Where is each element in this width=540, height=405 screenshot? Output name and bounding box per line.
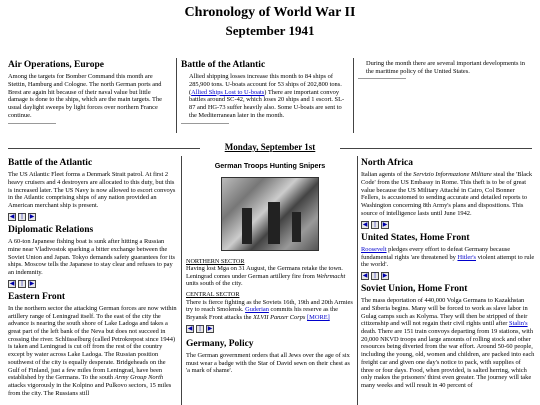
divider xyxy=(176,58,177,133)
section-heading: North Africa xyxy=(361,158,413,168)
divider xyxy=(357,156,358,405)
day-heading: Monday, September 1st xyxy=(200,142,340,153)
month-title: September 1941 xyxy=(225,23,315,38)
top-col-atlantic xyxy=(181,60,349,135)
separator-icon: | xyxy=(371,272,379,280)
section-heading: Diplomatic Relations xyxy=(8,224,94,235)
stalin-link[interactable]: Stalin's xyxy=(509,320,528,328)
separator-icon: | xyxy=(196,325,204,333)
section-body: The US Atlantic Fleet forms a Denmark Strait patrol. At first 2 heavy cruisers and 4 destroyers are allocated to this duty, but this is increased later. The US Navy is now allowed to escort convoys in the Atlantic comprising ships of any nation provided an American merchant ship is present. xyxy=(8,171,176,210)
next-arrow-icon[interactable]: ▶ xyxy=(207,324,213,332)
section-heading: Eastern Front xyxy=(8,291,66,302)
nav-controls xyxy=(361,221,535,229)
section-body: There is fierce fighting as the Soviets 16th, 19th and 20th Armies try to reach Smolensk. Guderian commits his reserve as the Bryansk Front attacks the XLVII Panzer Corps [MORE] xyxy=(186,298,353,321)
next-arrow-icon[interactable]: ▶ xyxy=(29,212,35,220)
divider xyxy=(181,156,182,405)
northern-sector-label: NORTHERN SECTOR xyxy=(186,257,245,265)
top-col-maritime xyxy=(358,60,534,135)
divider xyxy=(181,123,229,124)
section-heading: United States, Home Front xyxy=(361,232,470,243)
section-body: The German government orders that all Jews over the age of six must wear a badge with the Star of David sewn on their chest as 'a mark of shame'. xyxy=(186,352,350,375)
nav-controls xyxy=(361,272,535,280)
prev-arrow-icon[interactable]: ◀ xyxy=(9,212,15,220)
section-heading: Air Operations, Europe xyxy=(8,60,104,70)
guderian-link[interactable]: Guderian xyxy=(245,306,269,314)
top-col-air-operations xyxy=(8,60,172,135)
separator-icon: | xyxy=(371,221,379,229)
allied-ships-link[interactable]: Allied Ships Lost to U-boats xyxy=(191,88,265,96)
nav-controls xyxy=(186,325,354,333)
prev-arrow-icon[interactable]: ◀ xyxy=(362,271,368,279)
left-column xyxy=(8,158,178,405)
divider xyxy=(353,58,354,133)
next-arrow-icon[interactable]: ▶ xyxy=(382,220,388,228)
divider xyxy=(358,78,406,79)
section-body: Having lost Mga on 31 August, the Germans retake the town. Leningrad comes under German artillery fire from Wehrmacht units south of the city. xyxy=(186,265,346,288)
hitler-link[interactable]: Hitler's xyxy=(457,253,476,261)
central-sector-label: CENTRAL SECTOR xyxy=(186,291,240,299)
separator-icon: | xyxy=(18,213,26,221)
section-body: Roosevelt pledges every effort to defeat Germany because fundamental rights 'are threatened by Hitler's violent attempt to rule the world'. xyxy=(361,245,535,269)
next-arrow-icon[interactable]: ▶ xyxy=(382,271,388,279)
right-column xyxy=(361,158,535,405)
section-heading: Battle of the Atlantic xyxy=(181,60,266,70)
more-link[interactable]: [MORE] xyxy=(307,313,330,321)
section-body: In the northern sector the attacking German forces are now within artillery range of Leningrad itself. To the east of the city the advance is nearing the south shore of Lake Ladoga and takes a great part of the left bank of the Neva but does not succeed in crossing the river. Schlüsselburg (called Petrokrepost since 1944) is taken and Leningrad is cut off from the rest of the country except by water across Lake Ladoga. The Russian position southwest of the city is equally desperate. Bridgeheads on the Gulf of Finland, just a few miles from Leningrad, have been established by the Germans. To the south Army Group North attacks vigorously in the Kolpino and Pulkovo sectors, 15 miles from the city. The Russians still xyxy=(8,305,177,397)
photo-title: German Troops Hunting Snipers xyxy=(214,161,326,170)
roosevelt-link[interactable]: Roosevelt xyxy=(361,245,387,253)
list-item: • During the month there are several important developments in the maritime policy of the United States. xyxy=(366,60,534,75)
nav-controls xyxy=(8,213,178,221)
divider xyxy=(8,123,56,124)
section-heading: Soviet Union, Home Front xyxy=(361,283,468,294)
section-body: Among the targets for Bomber Command this month are Stettin, Hamburg and Cologne. The north German ports and Brest are again hit because of their naval value but little damage is done to the ships, which are the main targets. The usual daylight sweeps by light forces over northern France continue. xyxy=(8,73,162,119)
section-heading: Germany, Policy xyxy=(186,338,254,349)
section-body: A 60-ton Japanese fishing boat is sunk after hitting a Russian mine near Vladivostok sparking a bitter exchange between the Soviet Union and Japan. Tokyo demands safety guarantees for its ships. Moscow tells the Japanese to stay clear and refuses to pay an indemnity. xyxy=(8,238,175,276)
nav-controls xyxy=(8,280,178,288)
separator-icon: | xyxy=(18,280,26,288)
next-arrow-icon[interactable]: ▶ xyxy=(29,279,35,287)
troops-photo xyxy=(221,177,319,251)
list-item: • Allied shipping losses increase this month to 84 ships of 285,900 tons. U-boats account for 53 ships of 202,800 tons. (Allied Ships Lost to U-boats) There are important convoy battles around SC-42, which loses 20 ships and 1 escort. SL-87 and HG-73 suffer heavily also. Some U-boats are sent to the Mediterranean later in the month. xyxy=(189,73,349,119)
page-title: Chronology of World War II xyxy=(184,5,356,20)
prev-arrow-icon[interactable]: ◀ xyxy=(187,324,193,332)
section-body: Italian agents of the Servizio Informazione Militare steal the 'Black Code' from the US Embassy in Rome. This theft is to be of great value because the US Military Attaché in Cairo, Col Bonner Fellers, is accustomed to sending accurate and detailed reports to Washington concerning 8th Army's plans and dispositions. This source of intelligence lasts until June 1942. xyxy=(361,171,533,217)
prev-arrow-icon[interactable]: ◀ xyxy=(9,279,15,287)
section-body: The mass deportation of 440,000 Volga Germans to Kazakhstan and Siberia begins. Many will be forced to work as slave labor in Gulag camps such as Kolyma. They will then be stripped of their citizenship and will not regain their civil rights until after Stalin's death. There are 151 train convoys departing from 19 stations, with 20,000 NKVD troops and large amounts of rolling stock and other resources being diverted from the war effort. Around 50-60 people, including the young, old, women and children, are packed into each freight car and given one day's notice to pack, with supplies of three or four days. Food, when provided, is salted herring, which only makes the prisoners' thirst even greater. The journey will take many weeks and will result in 40 percent of xyxy=(361,297,535,389)
prev-arrow-icon[interactable]: ◀ xyxy=(362,220,368,228)
section-heading: Battle of the Atlantic xyxy=(8,158,93,168)
center-column xyxy=(186,158,354,405)
